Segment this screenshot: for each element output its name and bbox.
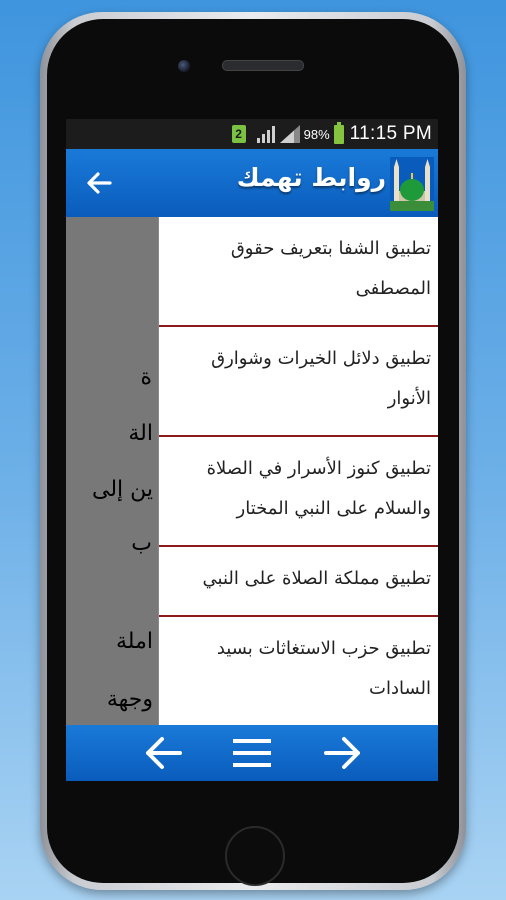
background-text: وجهة — [106, 687, 153, 712]
drawer-item[interactable] — [159, 217, 438, 327]
front-camera — [178, 60, 190, 72]
status-bar — [66, 119, 438, 149]
content-area — [66, 217, 438, 725]
drawer-item-label: تطبيق دلائل الخيرات وشوارق — [211, 348, 431, 369]
drawer-item-label: والسلام على النبي المختار — [236, 498, 431, 519]
background-text: ين إلى — [91, 477, 153, 502]
drawer-item-label: تطبيق الشفا بتعريف حقوق — [230, 238, 431, 259]
drawer-item-label: تطبيق حزب الاستغاثات بسيد — [216, 638, 431, 659]
drawer-item[interactable] — [159, 327, 438, 437]
battery-percent: 98% — [303, 126, 330, 142]
background-text: ة — [140, 365, 152, 390]
arrow-left-icon[interactable] — [140, 731, 186, 775]
drawer-item-label: السادات — [369, 678, 431, 699]
background-text: الة — [128, 421, 153, 446]
status-clock: 11:15 PM — [349, 123, 432, 144]
earpiece-speaker — [222, 60, 304, 71]
drawer-item-label: الأنوار — [387, 388, 431, 409]
drawer-item[interactable] — [159, 547, 438, 617]
arrow-right-icon[interactable] — [320, 731, 366, 775]
sim-icon: 2 — [232, 125, 246, 143]
drawer-item[interactable] — [159, 617, 438, 725]
background-text: ب — [131, 531, 152, 556]
app-title: روابط تهمك — [236, 163, 386, 192]
home-button[interactable] — [225, 826, 285, 886]
menu-icon[interactable] — [229, 731, 275, 775]
bottom-nav-bar — [66, 725, 438, 781]
battery-icon — [334, 125, 344, 144]
app-bar — [66, 149, 438, 217]
drawer-item-label: المصطفى — [355, 278, 431, 299]
signal-strength-icon — [280, 125, 300, 143]
drawer-item[interactable] — [159, 437, 438, 547]
drawer-item-label: تطبيق كنوز الأسرار في الصلاة — [206, 458, 431, 479]
device-screen — [66, 119, 438, 781]
drawer-item-label: تطبيق مملكة الصلاة على النبي — [202, 568, 431, 589]
mosque-icon — [390, 157, 434, 211]
background-text: املة — [116, 629, 153, 654]
arrow-left-icon[interactable] — [84, 165, 114, 201]
signal-icon — [256, 125, 276, 143]
navigation-drawer — [158, 217, 438, 725]
